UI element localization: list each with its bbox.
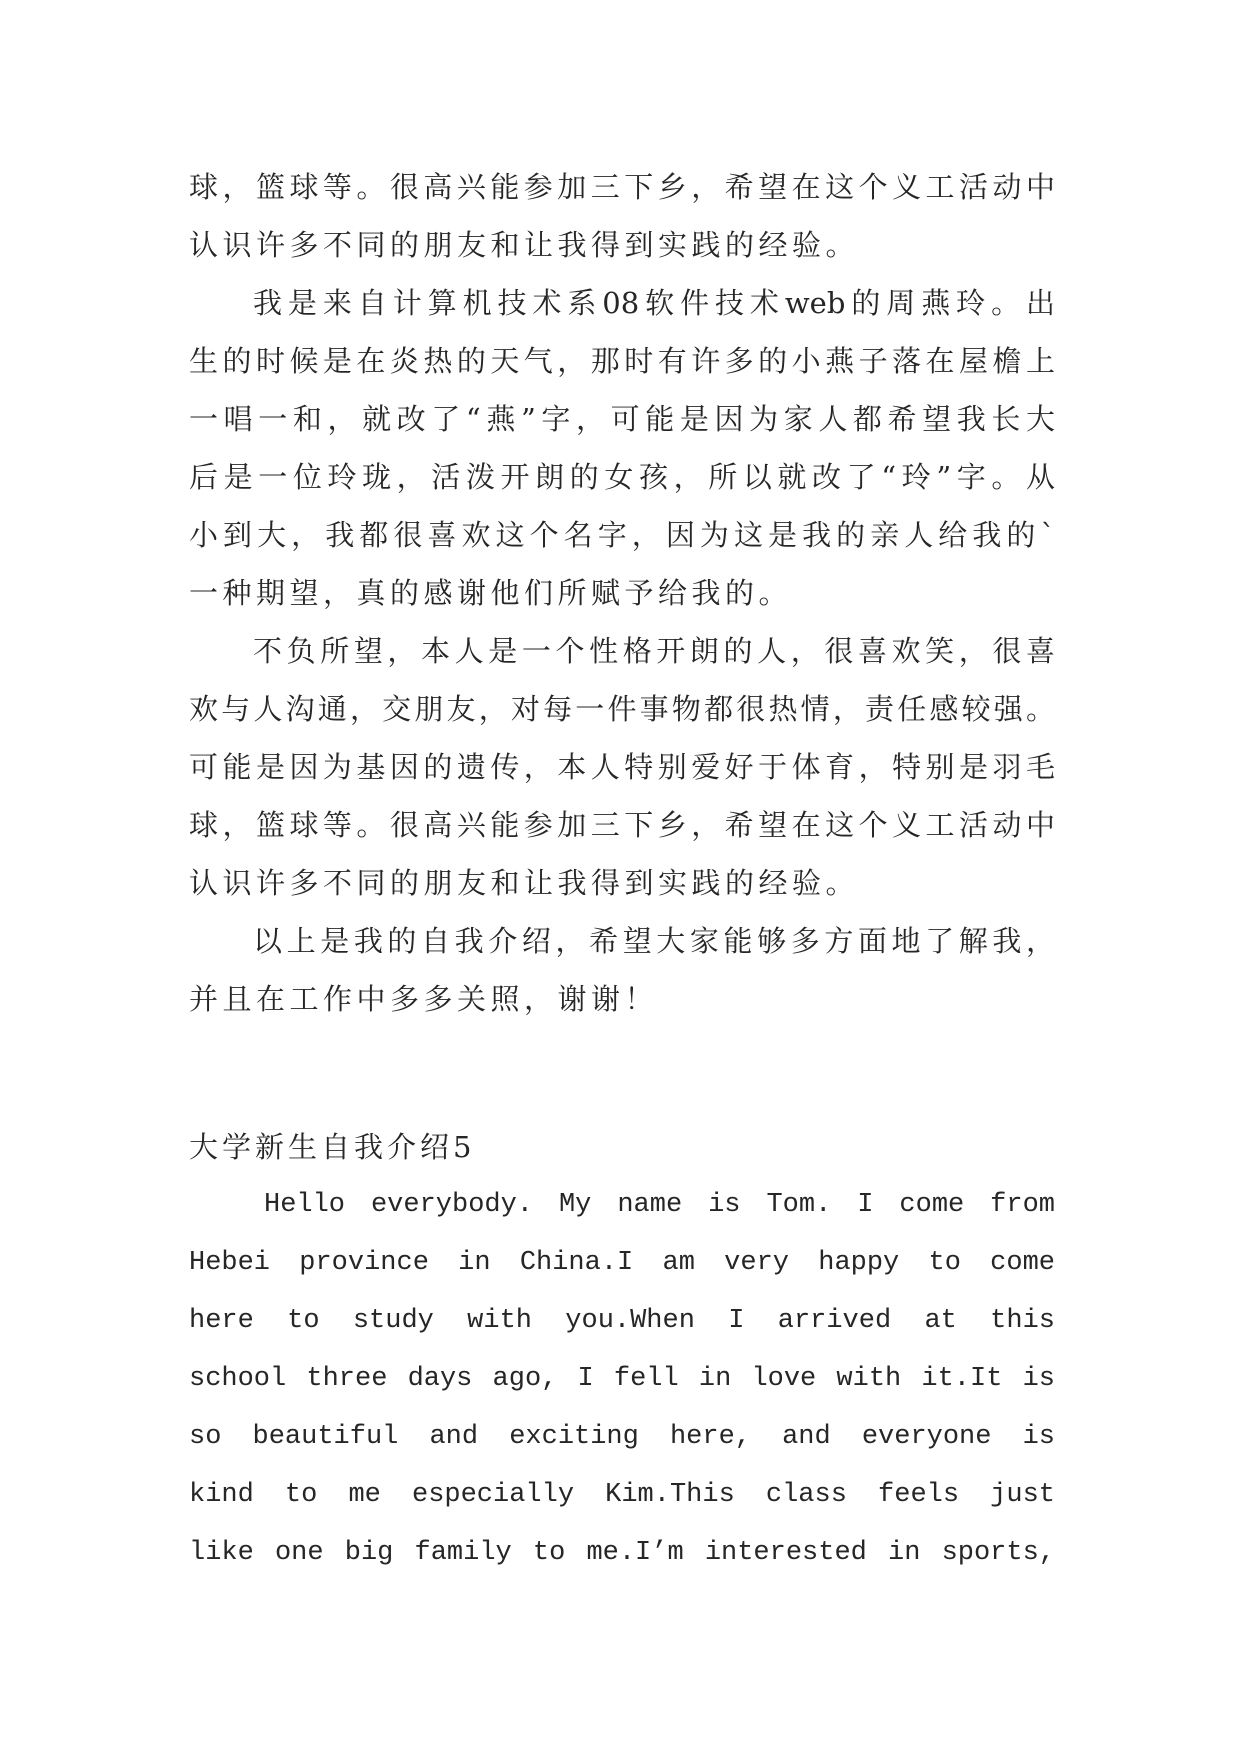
paragraph-3: [189, 622, 1055, 912]
text-line: 一种期望，真的感谢他们所赋予给我的。: [189, 576, 793, 610]
text-line: 可能是因为基因的遗传，本人特别爱好于体育，特别是羽毛: [189, 750, 1055, 784]
text-line: 后是一位玲珑，活泼开朗的女孩，所以就改了“玲”字。从: [189, 460, 1055, 494]
text-line: 球，篮球等。很高兴能参加三下乡，希望在这个义工活动中: [189, 170, 1055, 204]
english-paragraph: [189, 1176, 1055, 1582]
text-line: 以上是我的自我介绍，希望大家能够多方面地了解我，: [253, 924, 1055, 958]
section-heading: 大学新生自我介绍5: [189, 1130, 476, 1164]
document-page: [189, 158, 1055, 1582]
paragraph-1: [189, 158, 1055, 274]
text-line: 生的时候是在炎热的天气，那时有许多的小燕子落在屋檐上: [189, 344, 1055, 378]
text-line: 认识许多不同的朋友和让我得到实践的经验。: [189, 228, 860, 262]
text-line: 球，篮球等。很高兴能参加三下乡，希望在这个义工活动中: [189, 808, 1055, 842]
text-line: 我是来自计算机技术系08软件技术web的周燕玲。出: [253, 286, 1055, 320]
text-line: kind to me especially Kim.This class feels just: [189, 1480, 1055, 1510]
text-line: Hebei province in China.I am very happy to come: [189, 1248, 1055, 1278]
text-line: 不负所望，本人是一个性格开朗的人，很喜欢笑，很喜: [253, 634, 1055, 668]
text-line: here to study with you.When I arrived at this: [189, 1306, 1055, 1336]
paragraph-2: [189, 274, 1055, 622]
text-line: 小到大，我都很喜欢这个名字，因为这是我的亲人给我的`: [189, 518, 1055, 552]
paragraph-4: [189, 912, 1055, 1028]
text-line: 欢与人沟通，交朋友，对每一件事物都很热情，责任感较强。: [189, 692, 1055, 726]
text-line: 认识许多不同的朋友和让我得到实践的经验。: [189, 866, 860, 900]
text-line: so beautiful and exciting here, and everyone is: [189, 1422, 1055, 1452]
text-line: 并且在工作中多多关照，谢谢！: [189, 982, 659, 1016]
text-line: Hello everybody. My name is Tom. I come from: [264, 1190, 1055, 1220]
text-line: school three days ago, I fell in love with it.It is: [189, 1364, 1055, 1394]
text-line: 一唱一和，就改了“燕”字，可能是因为家人都希望我长大: [189, 402, 1055, 436]
text-line: like one big family to me.I’m interested in sports,: [189, 1538, 1055, 1568]
section-spacer: [189, 1028, 1055, 1118]
